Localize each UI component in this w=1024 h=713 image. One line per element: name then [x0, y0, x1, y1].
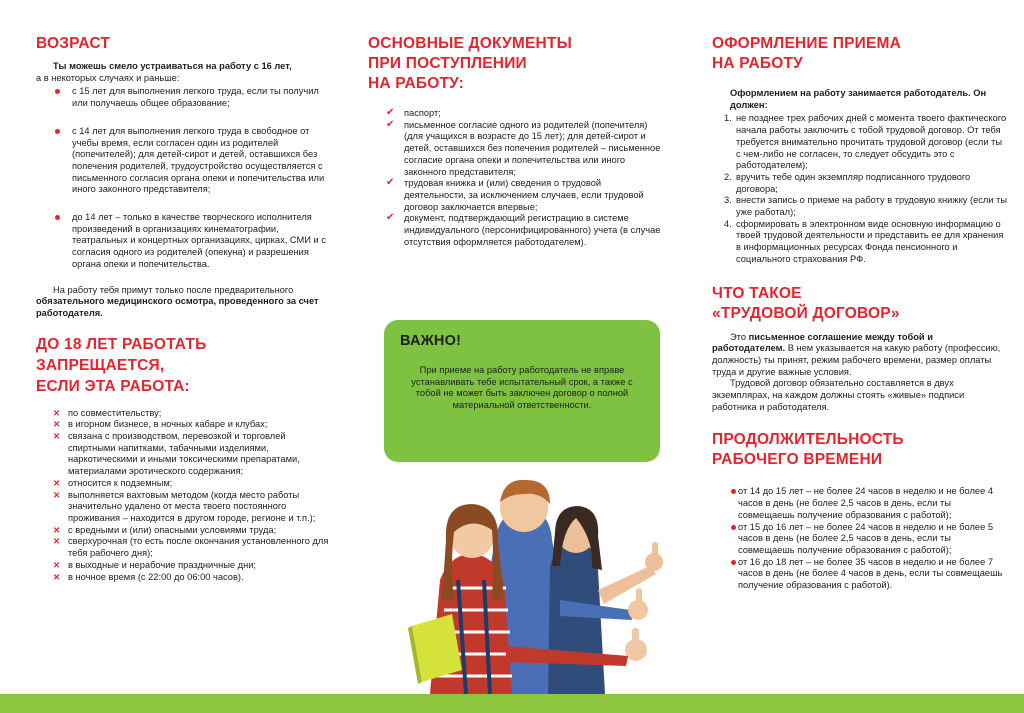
list-item: от 15 до 16 лет – не более 24 часов в неделю и не более 5 часов в день (не более 2,5 часов в день, если ты совмещаешь получение образования с работой); — [712, 522, 1008, 557]
hire-title — [712, 34, 1008, 74]
docs-title — [368, 34, 664, 94]
item-number: 4. — [724, 218, 732, 229]
list-item: ✕ в выходные и нерабочие праздничные дни; — [52, 560, 332, 572]
list-item: ✕ выполняется вахтовым методом (когда место работы значительно удалено от места твоего постоянного проживания – находится в другом городе, регионе и т.п.); — [52, 490, 332, 525]
contract-paragraph — [712, 332, 1008, 379]
column-documents — [368, 0, 664, 248]
list-item: ✔ документ, подтверждающий регистрацию в системе индивидуального (персонифицированного) учета (в случае отсутствия оформляется работодателем). — [384, 213, 664, 248]
list-item — [712, 219, 1008, 266]
age-intro: а в некоторых случаях и раньше: — [36, 72, 180, 83]
teenagers-illustration — [400, 470, 670, 694]
under18-list — [36, 408, 332, 584]
list-item: ✕ в ночное время (с 22:00 до 06:00 часов). — [52, 572, 332, 584]
contract-paragraph-2: Трудовой договор обязательно составляется в двух экземплярах, на каждом должны стоять «живые» подписи работника и работодателя. — [712, 378, 965, 412]
hire-title-line: НА РАБОТУ — [712, 55, 803, 72]
under18-title — [36, 334, 332, 397]
contract-rest: В нем указывается на какую работу (профессию, должность) ты принят, режим рабочего времени, размер оплаты труда и другие важные условия. — [712, 343, 1001, 377]
list-item — [712, 172, 1008, 195]
docs-title-line: НА РАБОТУ: — [368, 75, 464, 92]
age-list — [36, 86, 332, 270]
item-number: 3. — [724, 195, 732, 206]
under18-title-line: ЗАПРЕЩАЕТСЯ, — [36, 356, 165, 374]
contract-pre: Это — [730, 331, 747, 342]
contract-bold: письменное соглашение между тобой и работодателем. — [712, 331, 933, 354]
list-item: ✕ по совместительству; — [52, 408, 332, 420]
item-number: 2. — [724, 171, 732, 182]
hire-title-line: ОФОРМЛЕНИЕ ПРИЕМА — [712, 35, 902, 52]
list-item: от 14 до 15 лет – не более 24 часов в неделю и не более 4 часов в день (не более 2,5 часов в день, если ты совмещаешь получение образования с работой); — [712, 486, 1008, 521]
hours-title — [712, 430, 1008, 470]
contract-title-line: ЧТО ТАКОЕ — [712, 284, 802, 302]
list-item — [712, 113, 1008, 172]
contract-title — [712, 284, 1008, 324]
item-text: внести запись о приеме на работу в трудовую книжку (если ты уже работал); — [736, 195, 1008, 218]
footer-bar — [0, 694, 1024, 713]
docs-list — [368, 108, 664, 248]
age-intro-bold: Ты можешь смело устраиваться на работу с 16 лет, — [53, 61, 292, 71]
list-item — [712, 195, 1008, 218]
contract-title-line: «ТРУДОВОЙ ДОГОВОР» — [712, 304, 900, 322]
column-age — [36, 0, 332, 583]
item-text: сформировать в электронном виде основную информацию о твоей трудовой деятельности и представить ее для хранения в информационных ресурсах Фонда пенсионного и социального страхования РФ. — [736, 218, 1004, 264]
list-item: ✕ в игорном бизнесе, в ночных кабаре и клубах; — [52, 419, 332, 431]
medical-paragraph — [36, 285, 332, 320]
age-title: ВОЗРАСТ — [36, 35, 111, 52]
item-text: не позднее трех рабочих дней с момента твоего фактического начала работы заключить с тобой трудовой договор. От тебя требуется внимательно прочитать трудовой договор (если ты с чем-либо не согласен, то следует обсудить это с работодателем); — [736, 113, 1007, 171]
important-text: При приеме на работу работодатель не вправе устанавливать тебе испытательный срок, а также с тобой не может быть заключен договор о полной материальной ответственности. — [411, 365, 633, 411]
docs-title-line: ОСНОВНЫЕ ДОКУМЕНТЫ — [368, 35, 572, 52]
list-item: от 16 до 18 лет – не более 35 часов в неделю и не более 7 часов в день (не более 4 часов в день, если ты совмещаешь получение образования с работой). — [712, 557, 1008, 592]
medical-bold: обязательного медицинского осмотра, проведенного за счет работодателя. — [36, 296, 319, 318]
item-number: 1. — [724, 113, 732, 124]
teenagers-photo — [400, 470, 670, 694]
hours-title-line: ПРОДОЛЖИТЕЛЬНОСТЬ — [712, 431, 904, 449]
item-text: вручить тебе один экземпляр подписанного трудового договора; — [736, 171, 971, 194]
list-item: ✔ паспорт; — [384, 108, 664, 120]
hours-title-line: РАБОЧЕГО ВРЕМЕНИ — [712, 451, 883, 469]
list-item: ✕ с вредными и (или) опасными условиями труда; — [52, 525, 332, 537]
list-item: ✕ сверхурочная (то есть после окончания установленного для тебя рабочего дня); — [52, 536, 332, 559]
under18-title-line: ЕСЛИ ЭТА РАБОТА: — [36, 377, 190, 395]
hire-intro: Оформлением на работу занимается работодатель. Он должен: — [730, 88, 987, 110]
important-title: ВАЖНО! — [400, 333, 462, 349]
hire-list — [712, 113, 1008, 265]
column-hiring — [712, 0, 1008, 592]
docs-title-line: ПРИ ПОСТУПЛЕНИИ — [368, 55, 527, 72]
hours-list — [712, 486, 1008, 591]
list-item: с 15 лет для выполнения легкого труда, если ты получил или получаешь общее образование; — [36, 86, 332, 109]
list-item: с 14 лет для выполнения легкого труда в свободное от учебы время, если согласен один из родителей (попечителей); для детей-сирот и детей, оставшихся без попечения родителей, трудоустройство осуществляется с письменного согласия органа опеки и попечительства или иного законного представителя; — [36, 126, 332, 196]
under18-title-line: ДО 18 ЛЕТ РАБОТАТЬ — [36, 335, 207, 353]
list-item: ✔ письменное согласие одного из родителей (попечителя) (для учащихся в возрасте до 15 лет); для детей-сирот и детей, оставшихся без попечения родителей – письменное согласие органа опеки и попечительства или иного законного представителя; — [384, 120, 664, 179]
list-item: ✕ относится к подземным; — [52, 478, 332, 490]
medical-text: На работу тебя примут только после предварительного — [53, 284, 294, 295]
list-item: ✔ трудовая книжка и (или) сведения о трудовой деятельности, за исключением случаев, если трудовой договор заключается впервые; — [384, 178, 664, 213]
important-box — [384, 320, 660, 462]
list-item: до 14 лет – только в качестве творческого исполнителя произведений в организациях кинематографии, театральных и концертных организациях, цирках, СМИ и с согласия одного из родителей (опекуна) и разрешения органа опеки и попечительства. — [36, 212, 332, 271]
list-item: ✕ связана с производством, перевозкой и торговлей спиртными напитками, табачными изделиями, наркотическими и иными токсическими препаратами, материалами эротического содержания; — [52, 431, 332, 478]
